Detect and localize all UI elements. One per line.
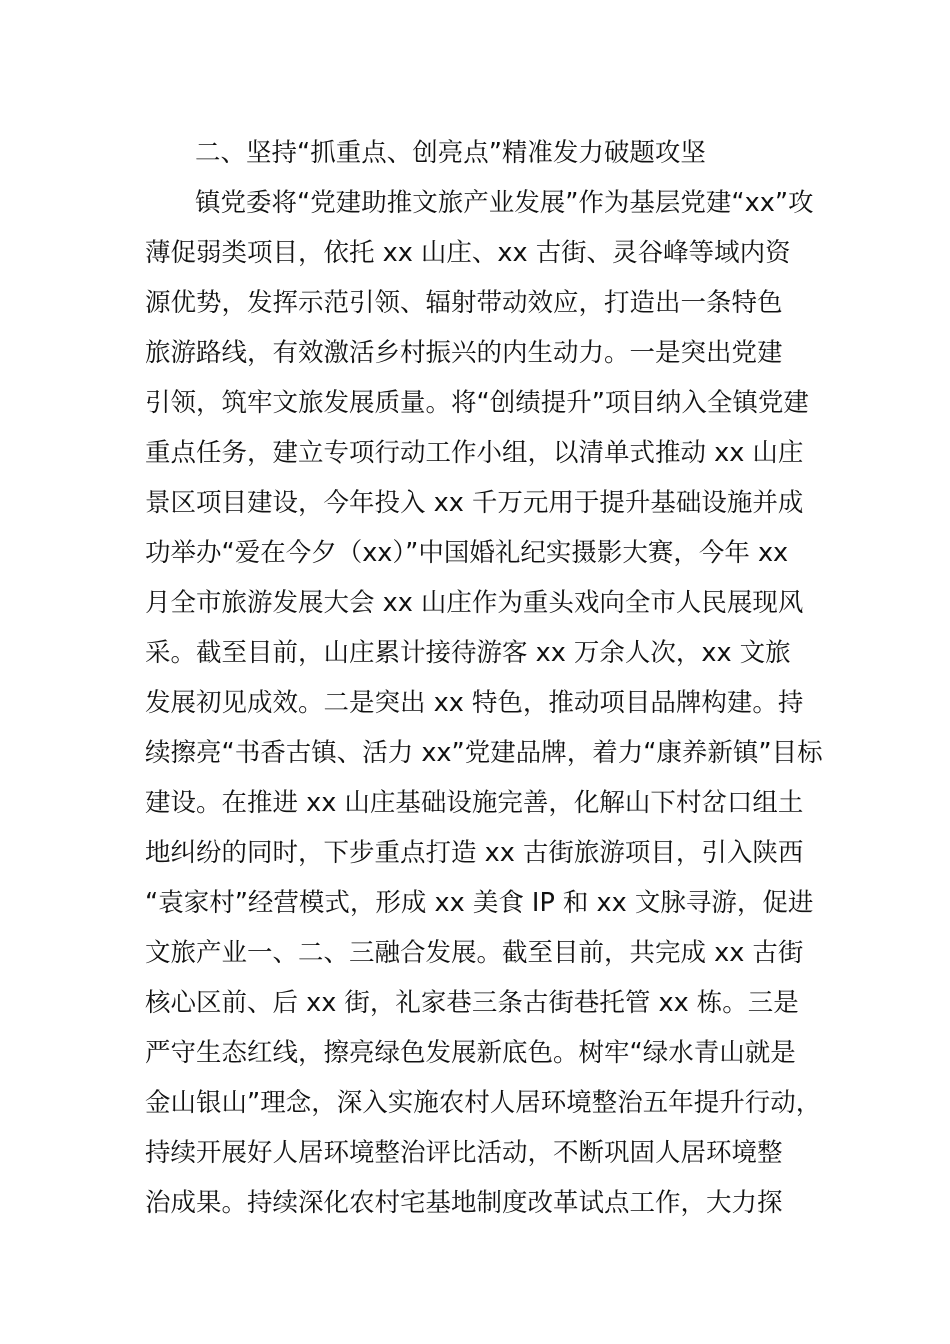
paragraph-line: 建设。在推进 xx 山庄基础设施完善，化解山下村岔口组土 — [145, 788, 804, 818]
paragraph-line: 严守生态红线，擦亮绿色发展新底色。树牢“绿水青山就是 — [145, 1038, 796, 1068]
paragraph-line: 功举办“爱在今夕（xx）”中国婚礼纪实摄影大赛，今年 xx — [145, 538, 789, 568]
paragraph-line: 持续开展好人居环境整治评比活动，不断巩固人居环境整 — [145, 1138, 783, 1168]
paragraph-line: 镇党委将“党建助推文旅产业发展”作为基层党建“xx”攻 — [195, 188, 814, 218]
body-paragraph — [145, 178, 830, 1228]
paragraph-line: 金山银山”理念，深入实施农村人居环境整治五年提升行动， — [145, 1088, 822, 1118]
paragraph-line: 文旅产业一、二、三融合发展。截至目前，共完成 xx 古街 — [145, 938, 804, 968]
paragraph-line: 旅游路线，有效激活乡村振兴的内生动力。一是突出党建 — [145, 338, 783, 368]
paragraph-line: “袁家村”经营模式，形成 xx 美食 IP 和 xx 文脉寻游，促进 — [145, 888, 814, 918]
section-heading: 二、坚持“抓重点、创亮点”精准发力破题攻坚 — [195, 138, 706, 168]
paragraph-line: 采。截至目前，山庄累计接待游客 xx 万余人次，xx 文旅 — [145, 638, 791, 668]
paragraph-line: 续擦亮“书香古镇、活力 xx”党建品牌，着力“康养新镇”目标 — [145, 738, 823, 768]
document-body — [145, 128, 830, 1228]
paragraph-line: 重点任务，建立专项行动工作小组，以清单式推动 xx 山庄 — [145, 438, 804, 468]
paragraph-line: 治成果。持续深化农村宅基地制度改革试点工作，大力探 — [145, 1188, 783, 1218]
paragraph-line: 核心区前、后 xx 街，礼家巷三条古街巷托管 xx 栋。三是 — [145, 988, 799, 1018]
paragraph-line: 月全市旅游发展大会 xx 山庄作为重头戏向全市人民展现风 — [145, 588, 804, 618]
paragraph-line: 景区项目建设，今年投入 xx 千万元用于提升基础设施并成 — [145, 488, 804, 518]
paragraph-line: 发展初见成效。二是突出 xx 特色，推动项目品牌构建。持 — [145, 688, 804, 718]
paragraph-line: 薄促弱类项目，依托 xx 山庄、xx 古街、灵谷峰等域内资 — [145, 238, 791, 268]
paragraph-line: 源优势，发挥示范引领、辐射带动效应，打造出一条特色 — [145, 288, 783, 318]
paragraph-line: 地纠纷的同时，下步重点打造 xx 古街旅游项目，引入陕西 — [145, 838, 804, 868]
paragraph-line: 引领，筑牢文旅发展质量。将“创绩提升”项目纳入全镇党建 — [145, 388, 809, 418]
